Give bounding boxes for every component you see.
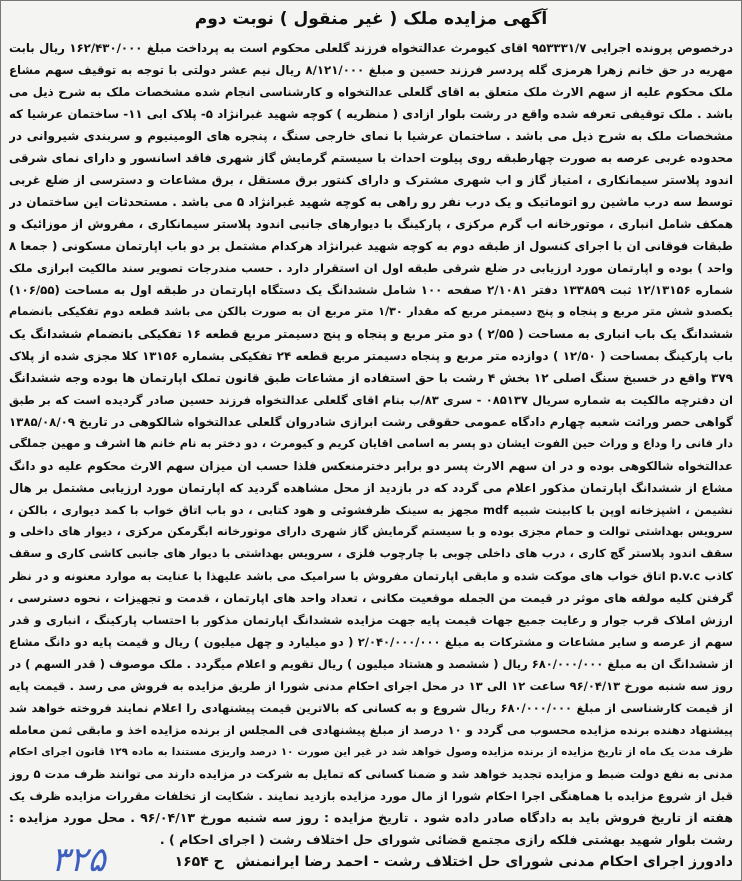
handwritten-number: ۳۲۵ bbox=[51, 840, 106, 880]
notice-body bbox=[9, 37, 733, 851]
notice-line: روز سه شنبه مورخ ۹۶/۰۴/۱۳ ساعت ۱۲ الی ۱۳ در محل اجرای احکام مدنی شورا از طریق مزایده به فروش می رسد . قیمت پایه bbox=[9, 679, 733, 693]
notice-line: کاذب p.v.c اتاق خواب های موکت شده و مابقی اپارتمان مفروش با سرامیک می باشد علیهذا با عنایت به موارد معنونه و در نظر bbox=[9, 569, 733, 583]
ad-code: ح ۱۶۵۴ bbox=[174, 854, 224, 870]
notice-line: باب پارکینگ بمساحت ( ۱۲/۵۰ ) دوازده متر مربع و پنجاه دسیمتر مربع قطعه ۲۴ تفکیکی بشماره ۱۳۱۵۶ کلا مجزی شده از پلاک bbox=[9, 349, 733, 363]
notice-line: واحد ) بوده و اپارتمان مورد ارزیابی در ضلع شرقی طبقه اول ان استقرار دارد . حسب مندرجات تصویر سند مالکیت ابرازی ملک bbox=[9, 261, 733, 275]
notice-line: همکف شامل انباری ، موتورخانه اب گرم مرکزی ، پارکینگ با دیوارهای جانبی اندود پلاستر سیمانکاری ، مفروش از موزائیک و bbox=[9, 217, 733, 231]
notice-line: از قیمت کارشناسی از مبلغ ۶۸۰/۰۰۰/۰۰۰ ریال شروع و به کسانی که بالاترین قیمت پیشنهادی را اعلام نمایند فروخته خواهد شد bbox=[9, 701, 733, 715]
notice-line: سرویس بهداشتی توالت و حمام مجزی بوده و با سیستم گرمایش گاز شهری دارای موتورخانه ابگرمکن مرکزی ، دیوار های داخلی و bbox=[9, 525, 733, 538]
notice-line: ظرف مدت یک ماه از تاریخ مزایده از برنده مزایده وصول خواهد شد در غیر این صورت ۱۰ درصد واریزی مستندا به ماده ۱۲۹ قانون اجرای احکام bbox=[9, 746, 733, 758]
notice-line: ارزش املاک قرب جوار و رعایت جمیع جهات قیمت پایه جهت مزایده ششدانگ اپارتمان مذکور با احتساب پارکینگ ، انباری و قدر bbox=[9, 613, 733, 627]
notice-line: باشد . ملک توقیفی تعرفه شده واقع در رشت بلوار ازادی ( منظریه ) کوچه شهید غبرانژاد ۵- پلاک ابی ۱۱- ساختمان عرشیا که bbox=[9, 107, 733, 121]
notice-line: درخصوص پرونده اجرایی ۹۵۳۳۳۱/۷ اقای کیومرث عدالتخواه فرزند گلعلی محکوم است به پرداخت مبلغ ۱۶۲/۴۳۰/۰۰۰ ریال بابت bbox=[9, 41, 733, 55]
notice-line: پیشنهاد دهنده برنده مزایده محسوب می گردد و ۱۰ درصد از مبلغ پیشنهادی فی المجلس از برنده مزایده اخذ و مابقی ثمن معامله bbox=[9, 723, 733, 737]
notice-line: توسط سه درب ماشین رو اتوماتیک و یک درب نفر رو راهی به کوچه شهید غبرانژاد ۵ می باشد . مستحدثات این ساختمان در bbox=[9, 195, 733, 209]
notice-line: نشیمن ، اشپزخانه اوپن با کابینت شبیه mdf مجهز به سینک ظرفشوئی و هود کتابی ، دو باب اتاق خواب با کمد دیواری ، بالکن ، bbox=[9, 503, 733, 517]
notice-line: یکصدو شش متر مربع و پنجاه و پنج دسیمتر مربع که مقدار ۱/۳۰ متر مربع ان به صورت بالکن می باشد قطعه دوم تفکیکی بانضمام bbox=[9, 305, 733, 318]
notice-line: مشخصات ملک به شرح ذیل می باشد . ساختمان عرشیا با نمای خارجی سنگ ، پنجره های الومینیوم و سربندی شیروانی در bbox=[9, 129, 733, 143]
notice-line: گرفتن کلیه مولفه های موثر در قیمت من الجمله موقعیت مکانی ، تعداد واحد های اپارتمان ، قدمت و تجهیزات ، نحوه دسترسی ، bbox=[9, 591, 733, 605]
notice-line-final: رشت بلوار شهید بهشتی فلکه رازی مجتمع قضائی شورای حل اختلاف رشت ( اجرای احکام ) . bbox=[159, 832, 733, 847]
notice-line: از ششدانگ ان به مبلغ ۶۸۰/۰۰۰/۰۰۰ ریال ( ششصد و هشتاد میلیون ) ریال تقویم و اعلام میگردد . ملک موصوف ( قدر السهم ) در bbox=[9, 657, 733, 671]
notice-line: گواهی حصر وراثت شعبه چهارم دادگاه عمومی حقوقی رشت ابرازی شادروان گلعلی عدالتخواه شالکوهی در تاریخ ۱۳۸۵/۰۸/۰۹ bbox=[9, 415, 733, 429]
notice-line: هفته از تاریخ فروش باید به دادگاه صادر داده شود . تاریخ مزایده : روز سه شنبه مورخ ۹۶/۰۴/۱۳ . محل مورد مزایده : bbox=[9, 810, 733, 825]
notice-line: ان دفترچه مالکیت به شماره سریال ۰۸۵۱۳۷ - سری ۸۳/ب بنام اقای گلعلی عدالتخواه فرزند حسین صادر گردیده است که بر طبق bbox=[9, 393, 733, 407]
notice-line: محدوده غربی عرصه به صورت چهارطبقه روی پیلوت احداث با سیستم گرمایش گاز شهری فاقد اسانسور و دارای نمای شرقی bbox=[9, 151, 733, 165]
notice-line: قبل از شروع مزایده با هماهنگی اجرا احکام شورا از مال مورد مزایده بازدید نمایند . شکایت از تخلفات مقررات مزایده ظرف یک bbox=[9, 789, 733, 803]
notice-line: مشاع از ششدانگ اپارتمان مذکور اعلام می گردد که در بازدید از محل مشاهده گردید که اپارتمان مورد ارزیابی مشتمل بر هال bbox=[9, 481, 733, 495]
notice-line: ششدانگ یک باب انباری به مساحت ( ۲/۵۵ ) دو متر مربع و پنجاه و پنج دسیمتر مربع قطعه ۱۶ تفکیکی بانضمام ششدانگ یک bbox=[9, 327, 733, 341]
notice-line: اندود پلاستر سیمانکاری ، امتیاز گاز و اب شهری مشترک و دارای کنتور برق مستقل ، برق مشاعات و دسترسی از ضلع غربی bbox=[9, 173, 733, 187]
notice-line: دار فانی را وداع و وراث حین الفوت ایشان دو پسر به اسامی اقایان کریم و کیومرث ، دو دختر به نام خانم ها اشرف و مهین جملگی bbox=[9, 437, 733, 450]
notice-line: مهریه در حق خانم زهرا هرمزی گله پردسر فرزند حسین و مبلغ ۸/۱۲۱/۰۰۰ ریال نیم عشر دولتی با توجه به توقیف سهم مشاع bbox=[9, 63, 733, 77]
notice-line: ۳۷۹ واقع در خسبخ سنگ اصلی ۱۲ بخش ۴ رشت با حق استفاده از مشاعات طبق قانون تملک اپارتمان ها بوده وجه ششدانگ bbox=[9, 371, 733, 385]
notice-line: طبقات فوقانی ان با اجرای کنسول از طبقه دوم به کوچه شهید غبرانژاد هرکدام مشتمل بر دو باب اپارتمان مسکونی ( جمعا ۸ bbox=[9, 239, 733, 253]
notice-line: عدالتخواه شالکوهی بوده و در ان سهم الارث پسر دو برابر دخترمنعکس فلذا حسب ان میزان سهم الارث محکوم علیه دو دانگ bbox=[9, 459, 733, 473]
signature-line: دادورز اجرای احکام مدنی شورای حل اختلاف رشت - احمد رضا ایرانمنش bbox=[235, 854, 733, 870]
notice-line: شماره ۱۲/۱۳۱۵۶ ثبت ۱۳۳۸۵۹ دفتر ۲/۱۰۸۱ صفحه ۱۰۰ شامل ششدانگ یک دستگاه اپارتمان در طبقه اول به مساحت (۱۰۶/۵۵) bbox=[9, 283, 733, 297]
notice-title: آگهی مزایده ملک ( غیر منقول ) نوبت دوم bbox=[194, 9, 548, 29]
notice-line: سقف اندود پلاستر گچ کاری ، درب های داخلی چوبی با چارچوب فلزی ، سرویس بهداشتی با دیوار های جانبی کاشی کاری و سقف bbox=[9, 547, 733, 560]
notice-footer bbox=[9, 851, 733, 873]
notice-line: سهم از عرصه و سایر مشاعات و مشترکات به مبلغ ۲/۰۴۰/۰۰۰/۰۰۰ ( دو میلیارد و چهل میلیون ) ریال و قیمت پایه دو دانگ مشاع bbox=[9, 635, 733, 649]
notice-line: مدنی به نفع دولت ضبط و مزایده تجدید خواهد شد و ضمنا کسانی که تمایل به شرکت در مزایده دارند می توانند ظرف مدت ۵ روز bbox=[9, 767, 733, 781]
notice-line: ملک محکوم علیه از سهم الارث ملک متعلق به اقای گلعلی عدالتخواه و کارشناسی انجام شده مشخصات ملک به شرح ذیل می bbox=[9, 85, 733, 99]
